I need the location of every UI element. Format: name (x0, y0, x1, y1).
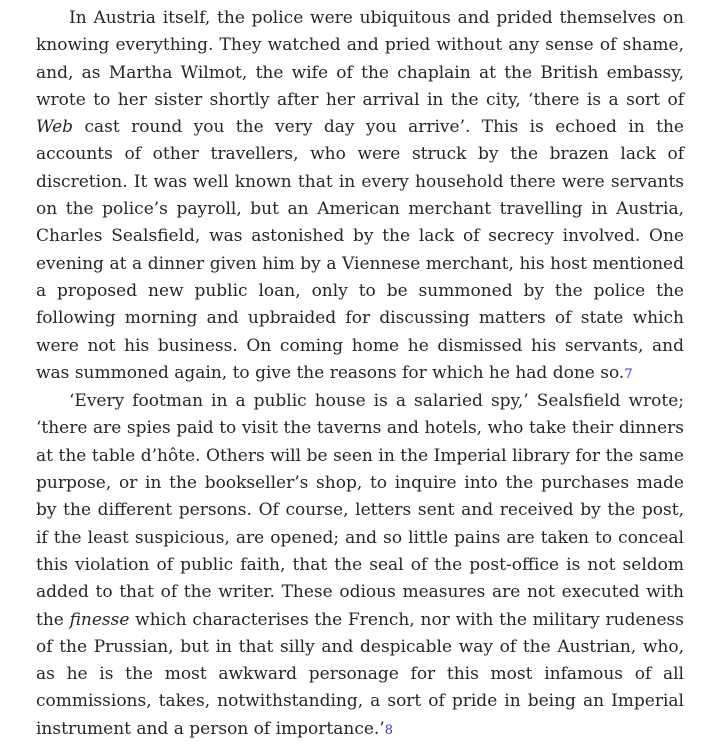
paragraph-2-text-b: which characterises the French, nor with the military rudeness of the Prussian, but in that silly and despicable way of the Austrian, who, as he is the most awkward personage for this most infamous of all commissions, takes, notwithstanding, a sort of pride in being an Imperial instrument and a person of importance.’ (36, 609, 684, 739)
italic-web: Web (36, 117, 74, 138)
paragraph-1 (36, 5, 684, 388)
footnote-8-link[interactable]: 8 (384, 722, 393, 738)
book-page (36, 5, 684, 744)
italic-finesse: finesse (69, 609, 130, 630)
paragraph-2-text-a: ‘Every footman in a public house is a salaried spy,’ Sealsfield wrote; ‘there are spies paid to visit the taverns and hotels, who take their dinners at the table d’hôte. Others will be seen in the Imperial library for the same purpose, or in the bookseller’s shop, to inquire into the purchases made by the different persons. Of course, letters sent and received by the post, if the least suspicious, are opened; and so little pains are taken to conceal this violation of public faith, that the seal of the post-office is not seldom added to that of the writer. These odious measures are not executed with the (36, 391, 684, 630)
paragraph-1-text-a: In Austria itself, the police were ubiquitous and prided themselves on knowing everything. They watched and pried without any sense of shame, and, as Martha Wilmot, the wife of the chaplain at the British embassy, wrote to her sister shortly after her arrival in the city, ‘there is a sort of (36, 8, 684, 110)
paragraph-2 (36, 388, 684, 744)
footnote-7-link[interactable]: 7 (624, 366, 633, 382)
paragraph-1-text-b: cast round you the very day you arrive’. This is echoed in the accounts of other travellers, who were struck by the brazen lack of discretion. It was well known that in every household there were servants on the police’s payroll, but an American merchant travelling in Austria, Charles Sealsfield, was astonished by the lack of secrecy involved. One evening at a dinner given him by a Viennese merchant, his host mentioned a proposed new public loan, only to be summoned by the police the following morning and upbraided for discussing matters of state which were not his business. On coming home he dismissed his servants, and was summoned again, to give the reasons for which he had done so. (36, 117, 684, 383)
